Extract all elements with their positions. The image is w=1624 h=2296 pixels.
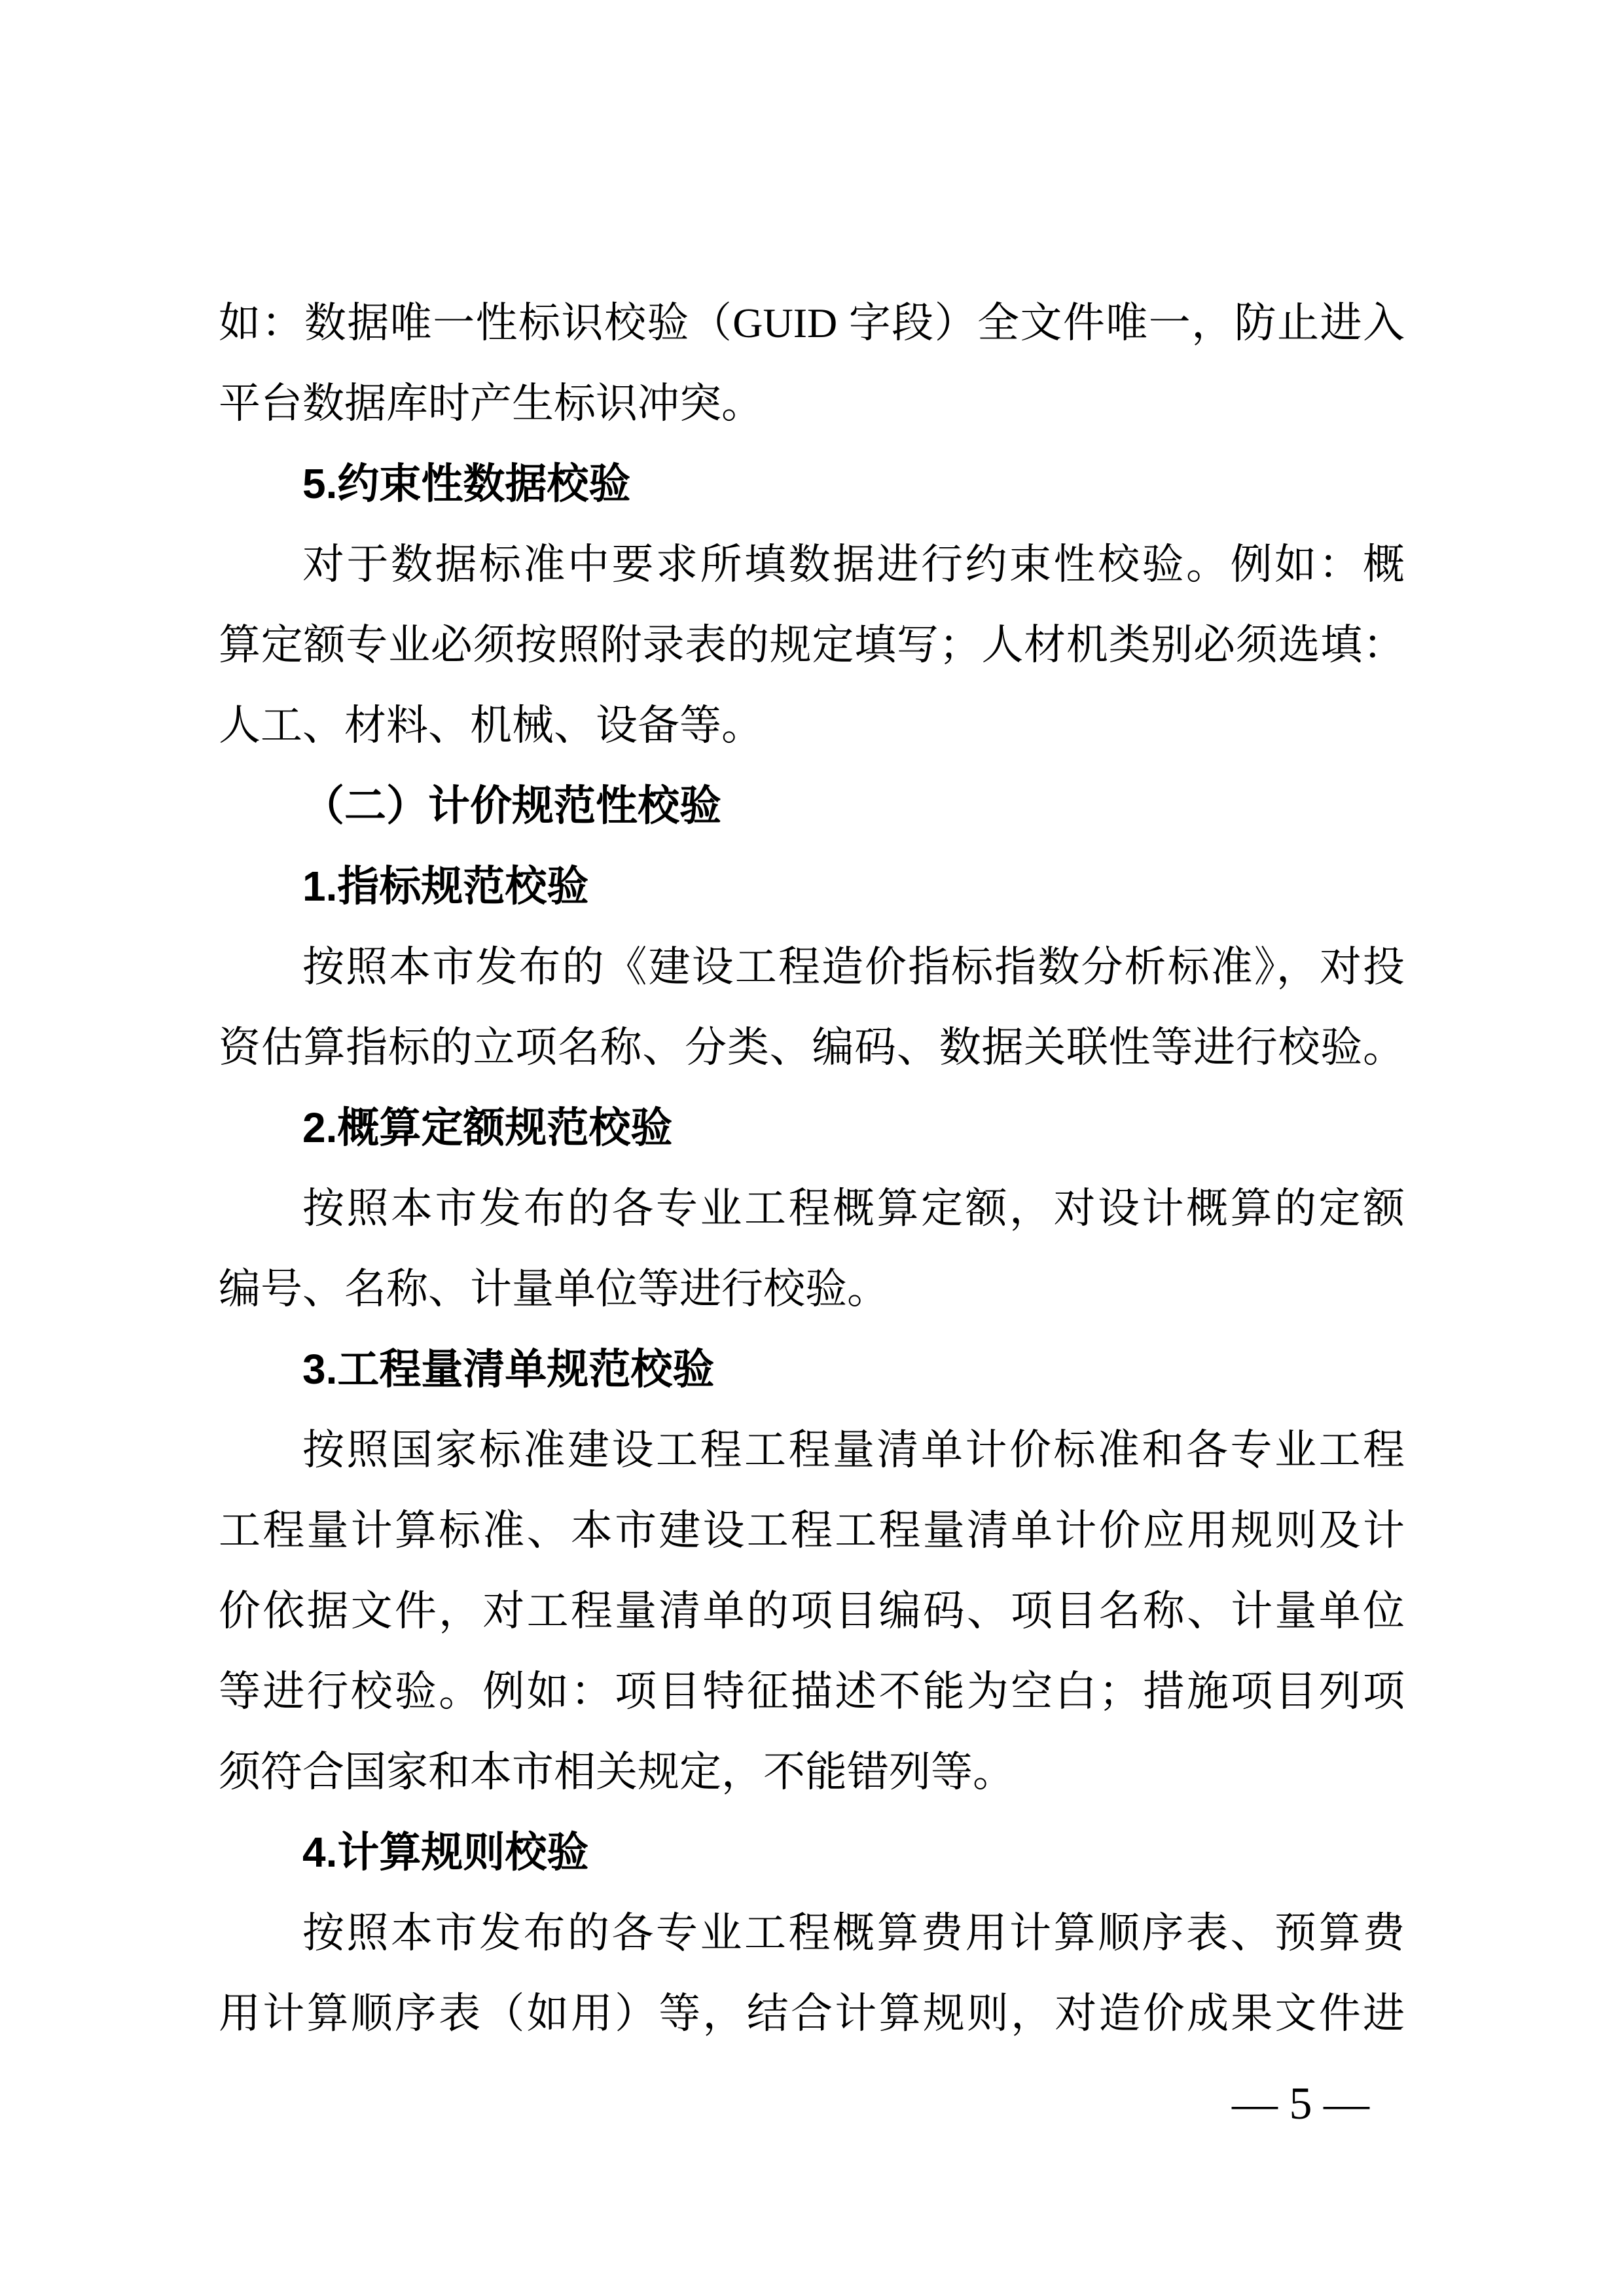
heading-item-3-boq-standard-validation: 3.工程量清单规范校验 (302, 1346, 715, 1393)
heading-item-4-calculation-rule-validation: 4.计算规则校验 (302, 1829, 589, 1876)
paragraph-line: 按照本市发布的各专业工程概算费用计算顺序表、预算费 (302, 1910, 1405, 1956)
heading-section-2-pricing-standard-validation: （二）计价规范性校验 (302, 782, 721, 829)
document-body (219, 283, 1405, 2054)
paragraph-line: 对于数据标准中要求所填数据进行约束性校验。例如：概 (302, 541, 1405, 588)
paragraph-line: 平台数据库时产生标识冲突。 (219, 380, 763, 427)
paragraph-line: 如：数据唯一性标识校验（GUID 字段）全文件唯一，防止进入 (219, 300, 1405, 346)
paragraph-line: 按照本市发布的各专业工程概算定额，对设计概算的定额 (302, 1185, 1405, 1232)
page-number: — 5 — (1232, 2079, 1369, 2129)
paragraph-line: 人工、材料、机械、设备等。 (219, 702, 763, 749)
paragraph-line: 价依据文件，对工程量清单的项目编码、项目名称、计量单位 (219, 1588, 1405, 1634)
paragraph-line: 用计算顺序表（如用）等，结合计算规则，对造价成果文件进 (219, 1990, 1405, 2037)
paragraph-line: 编号、名称、计量单位等进行校验。 (219, 1266, 889, 1312)
paragraph-line: 算定额专业必须按照附录表的规定填写；人材机类别必须选填： (219, 622, 1405, 668)
paragraph-line: 按照国家标准建设工程工程量清单计价标准和各专业工程 (302, 1427, 1405, 1473)
paragraph-line: 按照本市发布的《建设工程造价指标指数分析标准》，对投 (302, 944, 1405, 990)
paragraph-line: 工程量计算标准、本市建设工程工程量清单计价应用规则及计 (219, 1507, 1405, 1554)
paragraph-line: 等进行校验。例如：项目特征描述不能为空白；措施项目列项 (219, 1668, 1405, 1715)
heading-item-1-indicator-standard-validation: 1.指标规范校验 (302, 863, 589, 910)
heading-item-5-constraint-data-validation: 5.约束性数据校验 (302, 460, 631, 507)
heading-item-2-budget-quota-standard-validation: 2.概算定额规范校验 (302, 1104, 673, 1151)
paragraph-line: 资估算指标的立项名称、分类、编码、数据关联性等进行校验。 (219, 1024, 1405, 1071)
paragraph-line: 须符合国家和本市相关规定，不能错列等。 (219, 1749, 1015, 1795)
